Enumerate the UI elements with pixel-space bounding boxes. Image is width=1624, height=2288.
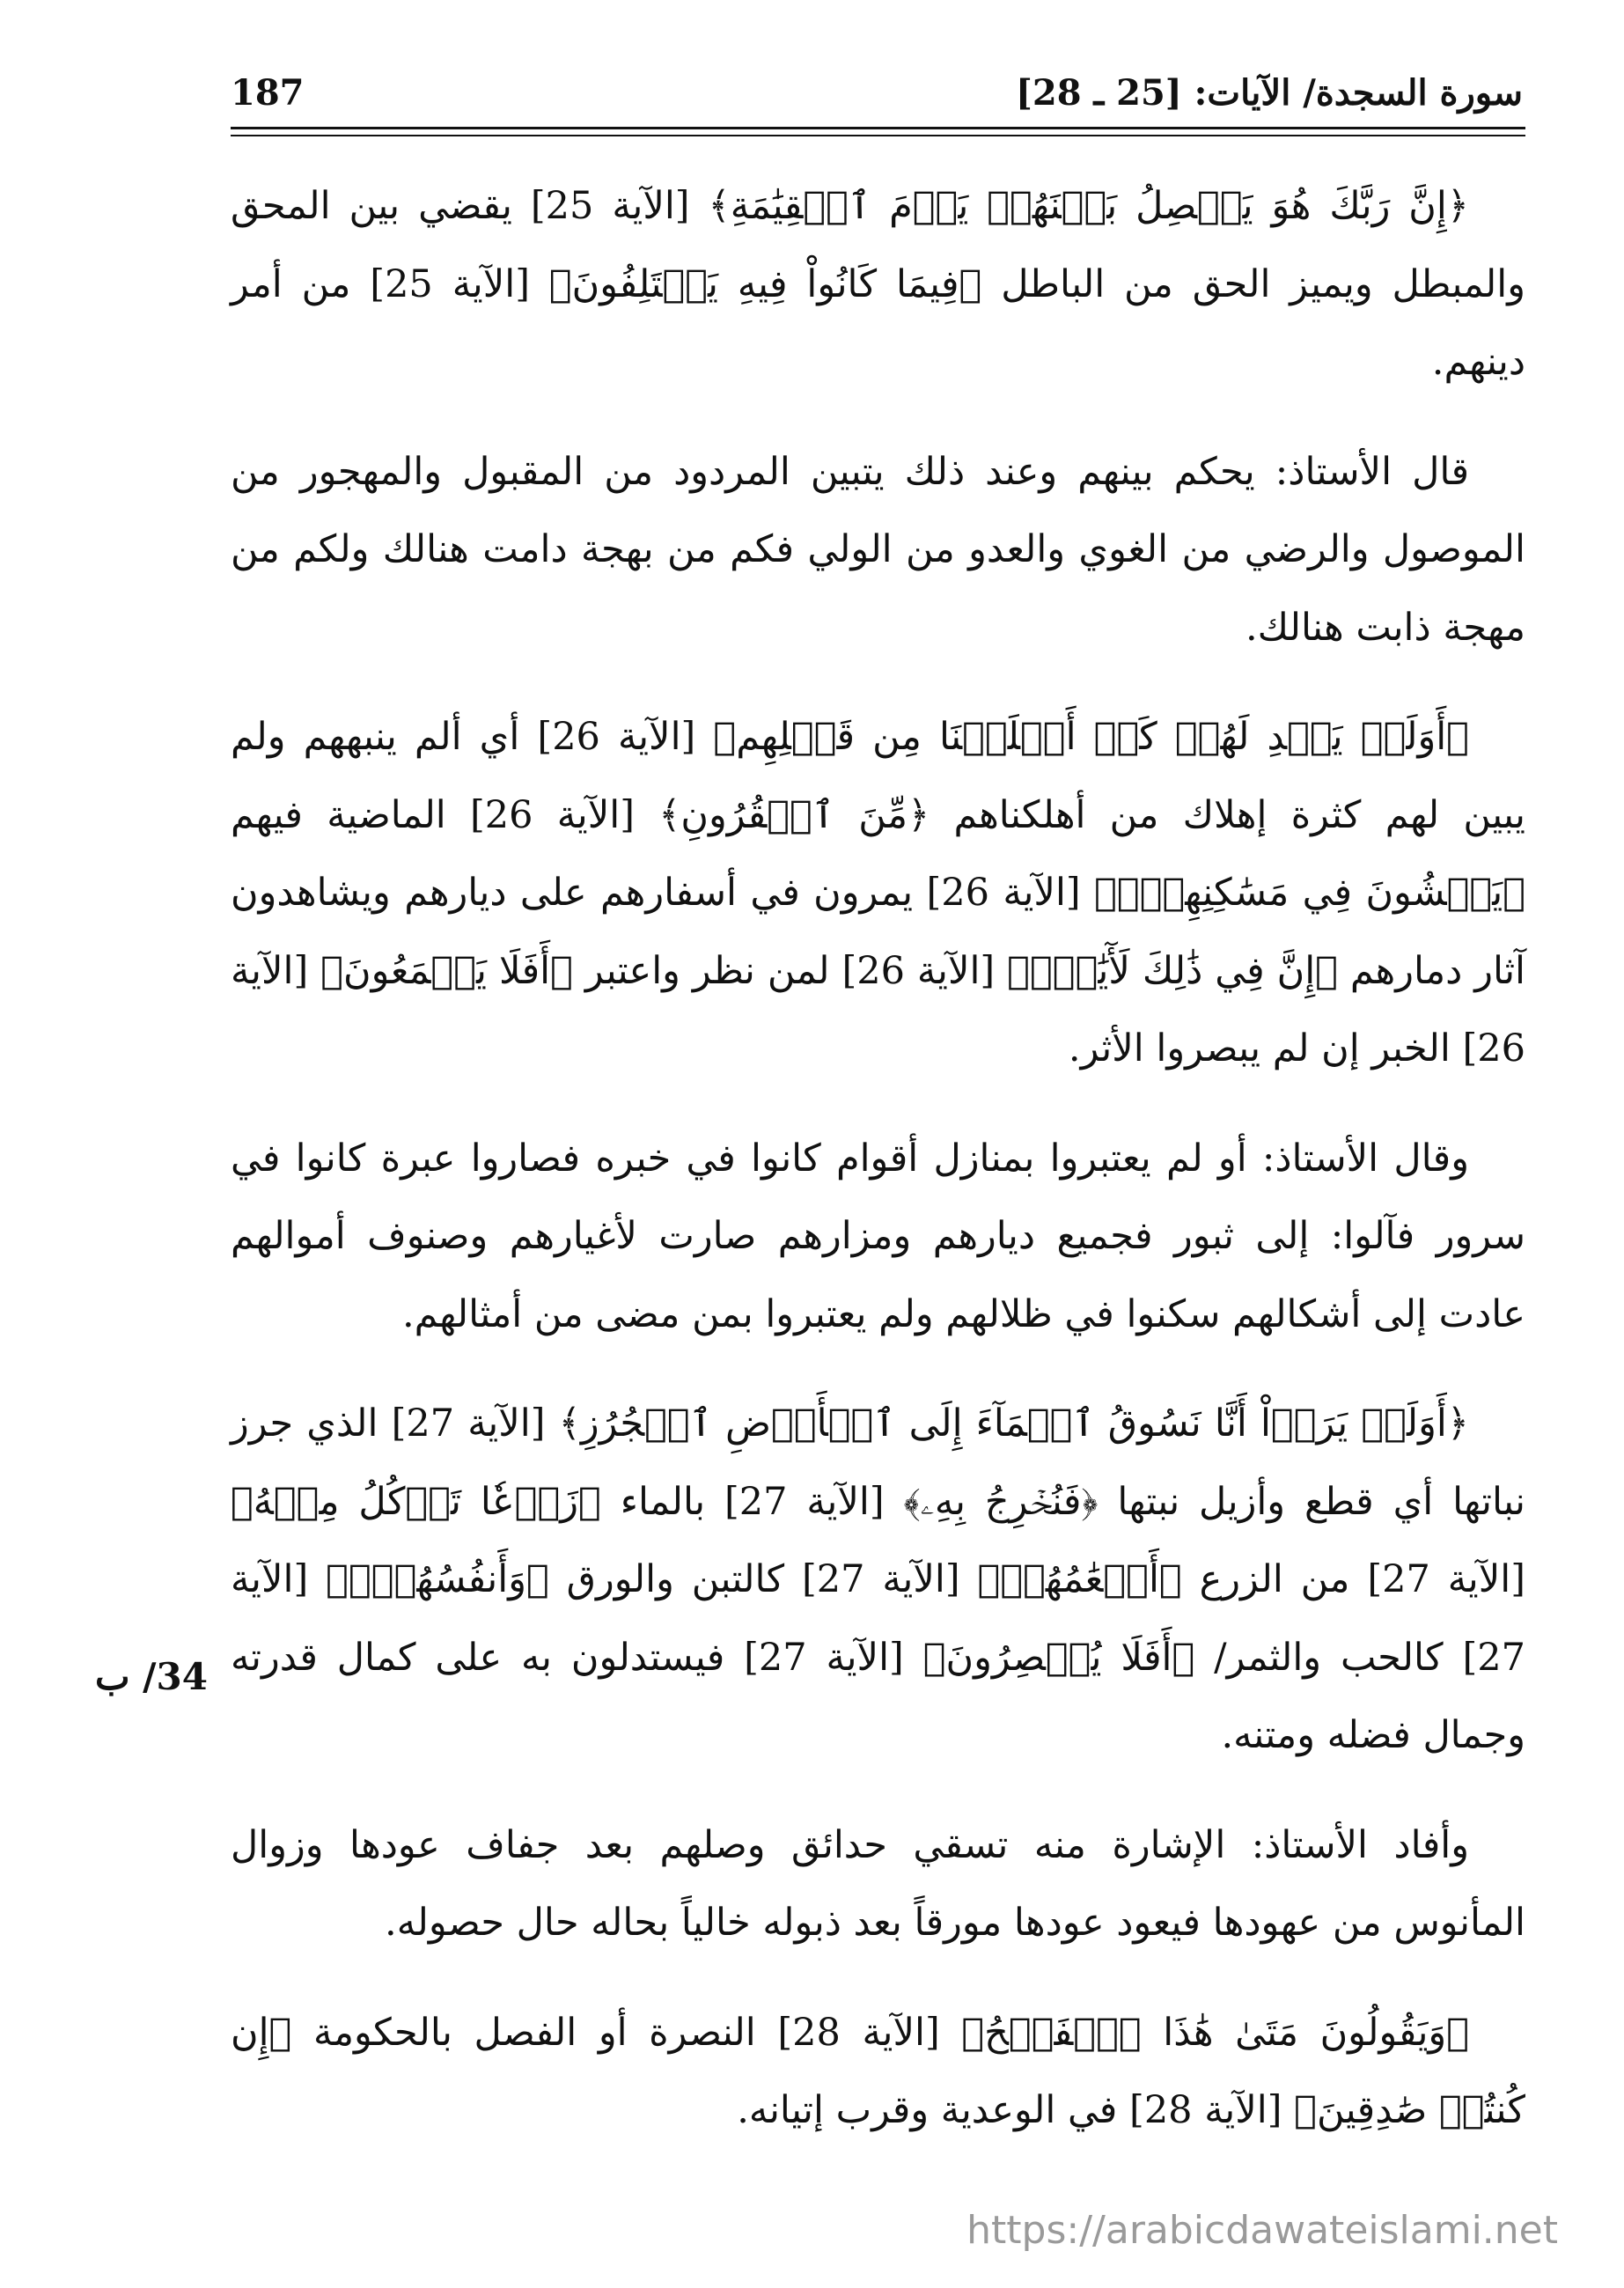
body-text — [231, 167, 1525, 2181]
header-rule-bottom — [231, 135, 1525, 136]
paragraph-verse-28: ﴿وَيَقُولُونَ مَتَىٰ هَٰذَا ٱلۡفَتۡحُ﴾ [الآية 28] النصرة أو الفصل بالحكومة ﴿إِن كُنتُمۡ صَٰدِقِينَ﴾ [الآية 28] في الوعدية وقرب إتيانه. — [231, 2010, 1525, 2132]
paragraph-verse-26: ﴿أَوَلَمۡ يَهۡدِ لَهُمۡ كَمۡ أَهۡلَكۡنَا مِن قَبۡلِهِم﴾ [الآية 26] أي ألم ينبههم ولم يبين لهم كثرة إهلاك من أهلكناهم ﴿مِّنَ ٱلۡقُرُونِ﴾ [الآية 26] الماضية فيهم ﴿يَمۡشُونَ فِي مَسَٰكِنِهِمۡۚ﴾ [الآية 26] يمرون في أسفارهم على ديارهم ويشاهدون آثار دمارهم ﴿إِنَّ فِي ذَٰلِكَ لَأٓيَٰتٍۚ﴾ [الآية 26] لمن نظر واعتبر ﴿أَفَلَا يَسۡمَعُونَ﴾ [الآية 26] الخبر إن لم يبصروا الأثر. — [231, 715, 1525, 1070]
folio-margin-note: 34/ ب — [95, 1655, 208, 1698]
paragraph-verse-27: ﴿أَوَلَمۡ يَرَوۡاْ أَنَّا نَسُوقُ ٱلۡمَآءَ إِلَى ٱلۡأَرۡضِ ٱلۡجُرُزِ﴾ [الآية 27] الذي جرز نباتها أي قطع وأزيل نبتها ﴿فَنُخۡرِجُ بِهِۦ﴾ [الآية 27] بالماء ﴿زَرۡعٗا تَأۡكُلُ مِنۡهُ﴾ [الآية 27] من الزرع ﴿أَنۡعَٰمُهُمۡ﴾ [الآية 27] كالتبن والورق ﴿وَأَنفُسُهُمۡۚ﴾ [الآية 27] كالحب والثمر/ ﴿أَفَلَا يُبۡصِرُونَ﴾ [الآية 27] فيستدلون به على كمال قدرته وجمال فضله ومتنه. — [231, 1401, 1526, 1757]
running-header-title: سورة السجدة/ الآيات: [25 ـ 28] — [1015, 72, 1523, 114]
watermark-url: https://arabicdawateislami.net — [966, 2208, 1558, 2253]
paragraph-verse-25: ﴿إِنَّ رَبَّكَ هُوَ يَفۡصِلُ بَيۡنَهُمۡ يَوۡمَ ٱلۡقِيَٰمَةِ﴾ [الآية 25] يقضي بين المحق والمبطل ويميز الحق من الباطل ﴿فِيمَا كَانُواْ فِيهِ يَخۡتَلِفُونَ﴾ [الآية 25] من أمر دينهم. — [231, 184, 1526, 384]
paragraph-ustadh-3: وأفاد الأستاذ: الإشارة منه تسقي حدائق وصلهم بعد جفاف عودها وزوال المأنوس من عهودها فيعود عودها مورقاً بعد ذبوله خالياً بحاله حال حصوله. — [231, 1822, 1525, 1945]
page-number: 187 — [231, 72, 305, 114]
paragraph-ustadh-2: وقال الأستاذ: أو لم يعتبروا بمنازل أقوام كانوا في خبره فصاروا عبرة كانوا في سرور فآلوا: إلى ثبور فجميع ديارهم ومزارهم صارت لأغيارهم وصنوف أموالهم عادت إلى أشكالهم سكنوا في ظلالهم ولم يعتبروا بمن مضى من أمثالهم. — [231, 1136, 1525, 1336]
paragraph-ustadh-1: قال الأستاذ: يحكم بينهم وعند ذلك يتبين المردود من المقبول والمهجور من الموصول والرضي من الغوي والعدو من الولي فكم من بهجة دامت هنالك ولكم من مهجة ذابت هنالك. — [231, 449, 1525, 650]
header-rule-top — [231, 127, 1525, 129]
